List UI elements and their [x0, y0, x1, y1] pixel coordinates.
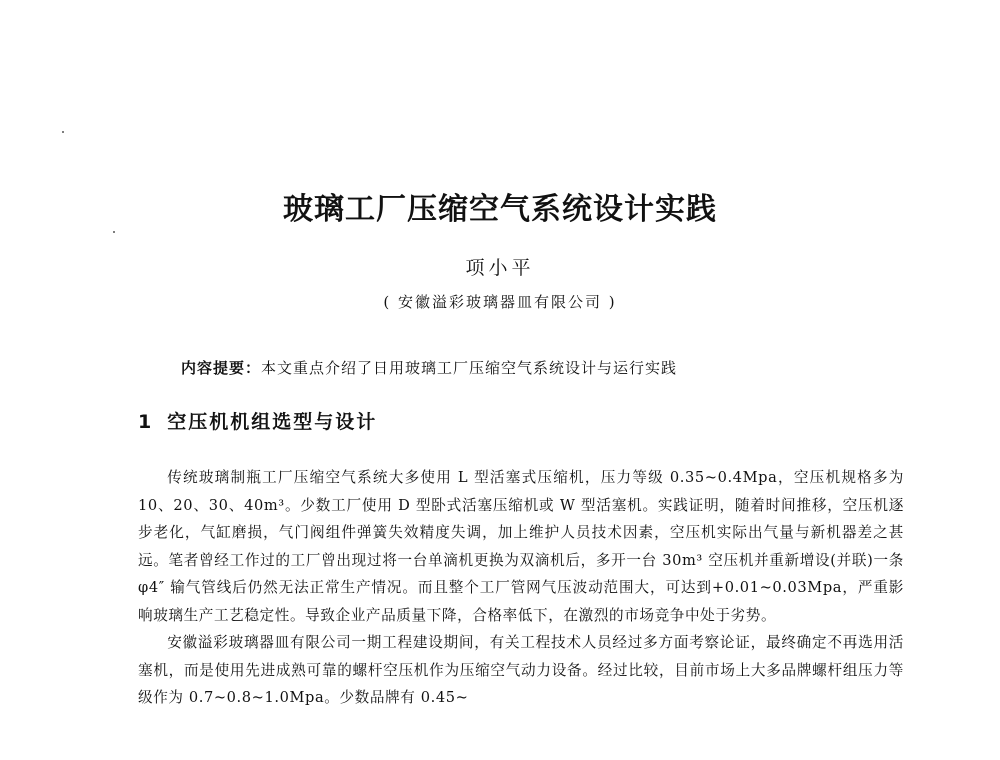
abstract: [181, 356, 677, 380]
author-affiliation: ( 安徽溢彩玻璃器皿有限公司 ): [383, 293, 617, 311]
author-name: 项小平: [465, 257, 535, 279]
section-title: 空压机机组选型与设计: [167, 411, 378, 433]
section-heading: [138, 408, 377, 436]
body-paragraph: 传统玻璃制瓶工厂压缩空气系统大多使用 L 型活塞式压缩机，压力等级 0.35~0.4Mpa，空压机规格多为 10、20、30、40m³。少数工厂使用 D 型卧式活塞压缩机或 W 型活塞机。实践证明，随着时间推移，空压机逐步老化，气缸磨损，气门阀组件弹簧失效精度失调，加上维护人员技术因素，空压机实际出气量与新机器差之甚远。笔者曾经工作过的工厂曾出现过将一台单滴机更换为双滴机后，多开一台 30m³ 空压机并重新增设(并联)一条 φ4″ 输气管线后仍然无法正常生产情况。而且整个工厂管网气压波动范围大，可达到+0.01~0.03Mpa，严重影响玻璃生产工艺稳定性。导致企业产品质量下降，合格率低下，在激烈的市场竞争中处于劣势。: [138, 469, 904, 624]
abstract-label: 内容提要：: [181, 359, 262, 377]
abstract-text: 本文重点介绍了日用玻璃工厂压缩空气系统设计与运行实践: [261, 359, 678, 377]
section-number: 1: [138, 411, 154, 433]
scan-speck: [62, 131, 64, 133]
paper-title: 玻璃工厂压缩空气系统设计实践: [283, 192, 717, 227]
body-text: [138, 464, 904, 712]
body-paragraph: 安徽溢彩玻璃器皿有限公司一期工程建设期间，有关工程技术人员经过多方面考察论证，最终确定不再选用活塞机，而是使用先进成熟可靠的螺杆空压机作为压缩空气动力设备。经过比较，目前市场上大多品牌螺杆组压力等级作为 0.7~0.8~1.0Mpa。少数品牌有 0.45~: [138, 634, 904, 706]
scan-speck: [113, 231, 115, 233]
